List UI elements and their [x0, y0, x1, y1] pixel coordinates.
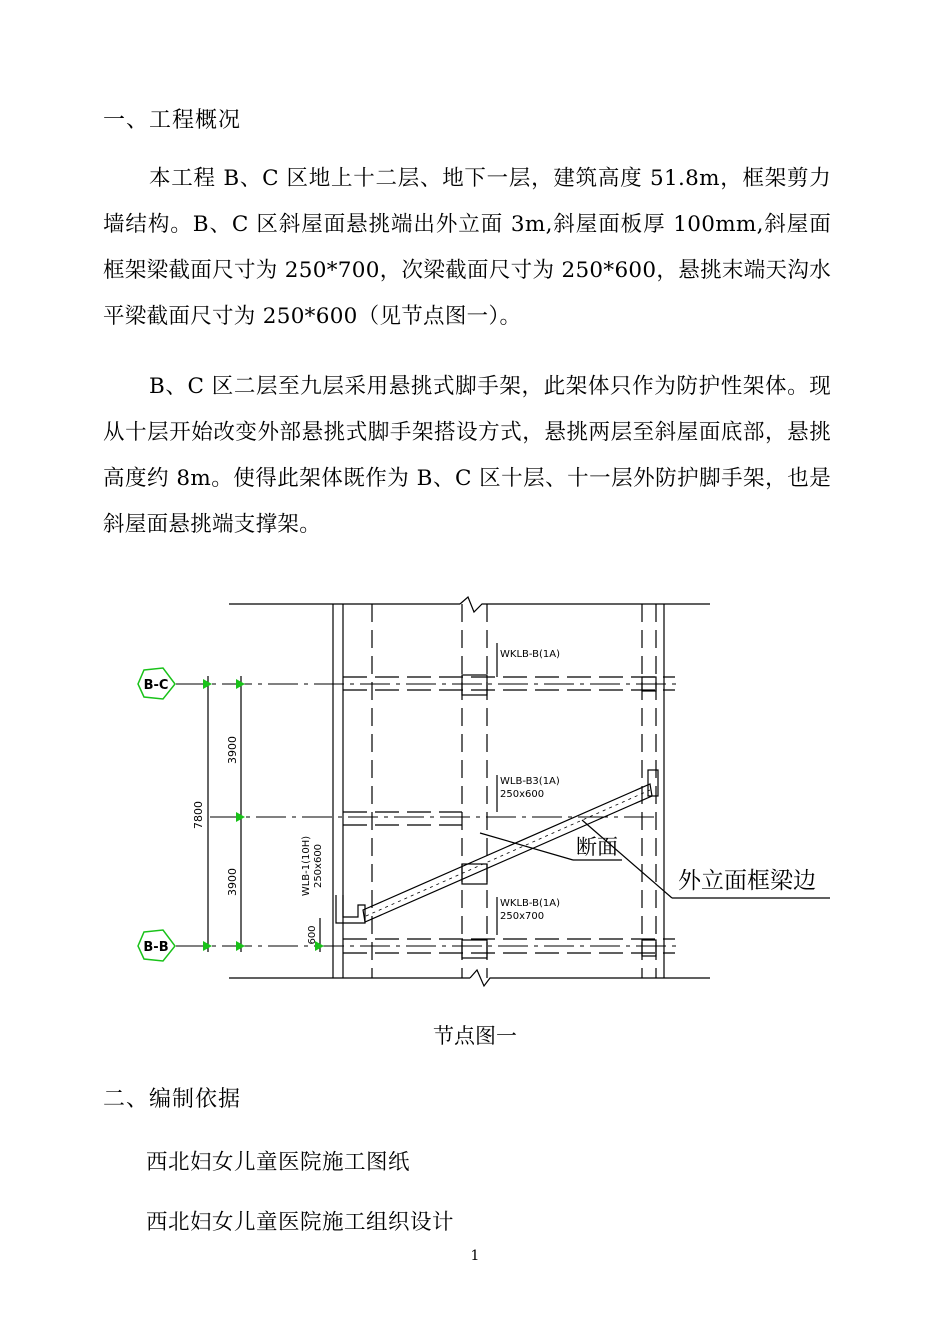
dim-total: 7800 — [192, 801, 205, 829]
beam-low-label: WKLB-B(1A) — [500, 898, 560, 909]
reference-2: 西北妇女儿童医院施工组织设计 — [146, 1210, 455, 1235]
dim-upper: 3900 — [226, 736, 239, 764]
gutter-beam-label: WLB-1(10H) — [301, 835, 312, 897]
beam-mid-label: WLB-B3(1A) — [500, 776, 560, 787]
beam-mid-size: 250x600 — [500, 789, 545, 800]
axis-label-top: B-C — [143, 678, 169, 693]
section-1-heading: 一、工程概况 — [103, 108, 242, 133]
gutter-beam-size: 250x600 — [313, 843, 324, 889]
dim-lower: 3900 — [226, 868, 239, 896]
page-number: 1 — [470, 1248, 480, 1264]
section-1-paragraph-2: B、C 区二层至九层采用悬挑式脚手架，此架体只作为防护性架体。现从十层开始改变外部悬挑式脚手架搭设方式，悬挑两层至斜屋面底部，悬挑高度约 8m。使得此架体既作为 B、C 区十层、十一层外防护脚手架，也是斜屋面悬挑端支撑架。 — [103, 374, 831, 537]
section-2-heading: 二、编制依据 — [103, 1087, 242, 1112]
section-note: 断面 — [576, 835, 618, 859]
figure-caption: 节点图一 — [433, 1024, 517, 1048]
dim-gutter: 600 — [307, 925, 318, 945]
beam-top-label: WKLB-B(1A) — [500, 649, 560, 660]
beam-low-size: 250x700 — [500, 911, 545, 922]
section-1-paragraph-1: 本工程 B、C 区地上十二层、地下一层，建筑高度 51.8m，框架剪力墙结构。B、C 区斜屋面悬挑端出外立面 3m,斜屋面板厚 100mm,斜屋面框架梁截面尺寸为 250*700，次梁截面尺寸为 250*600，悬挑末端天沟水平梁截面尺寸为 250*600（见节点图一）。 — [103, 166, 831, 329]
reference-1: 西北妇女儿童医院施工图纸 — [146, 1150, 411, 1175]
axis-label-bottom: B-B — [143, 940, 169, 955]
facade-note: 外立面框梁边 — [678, 868, 816, 894]
